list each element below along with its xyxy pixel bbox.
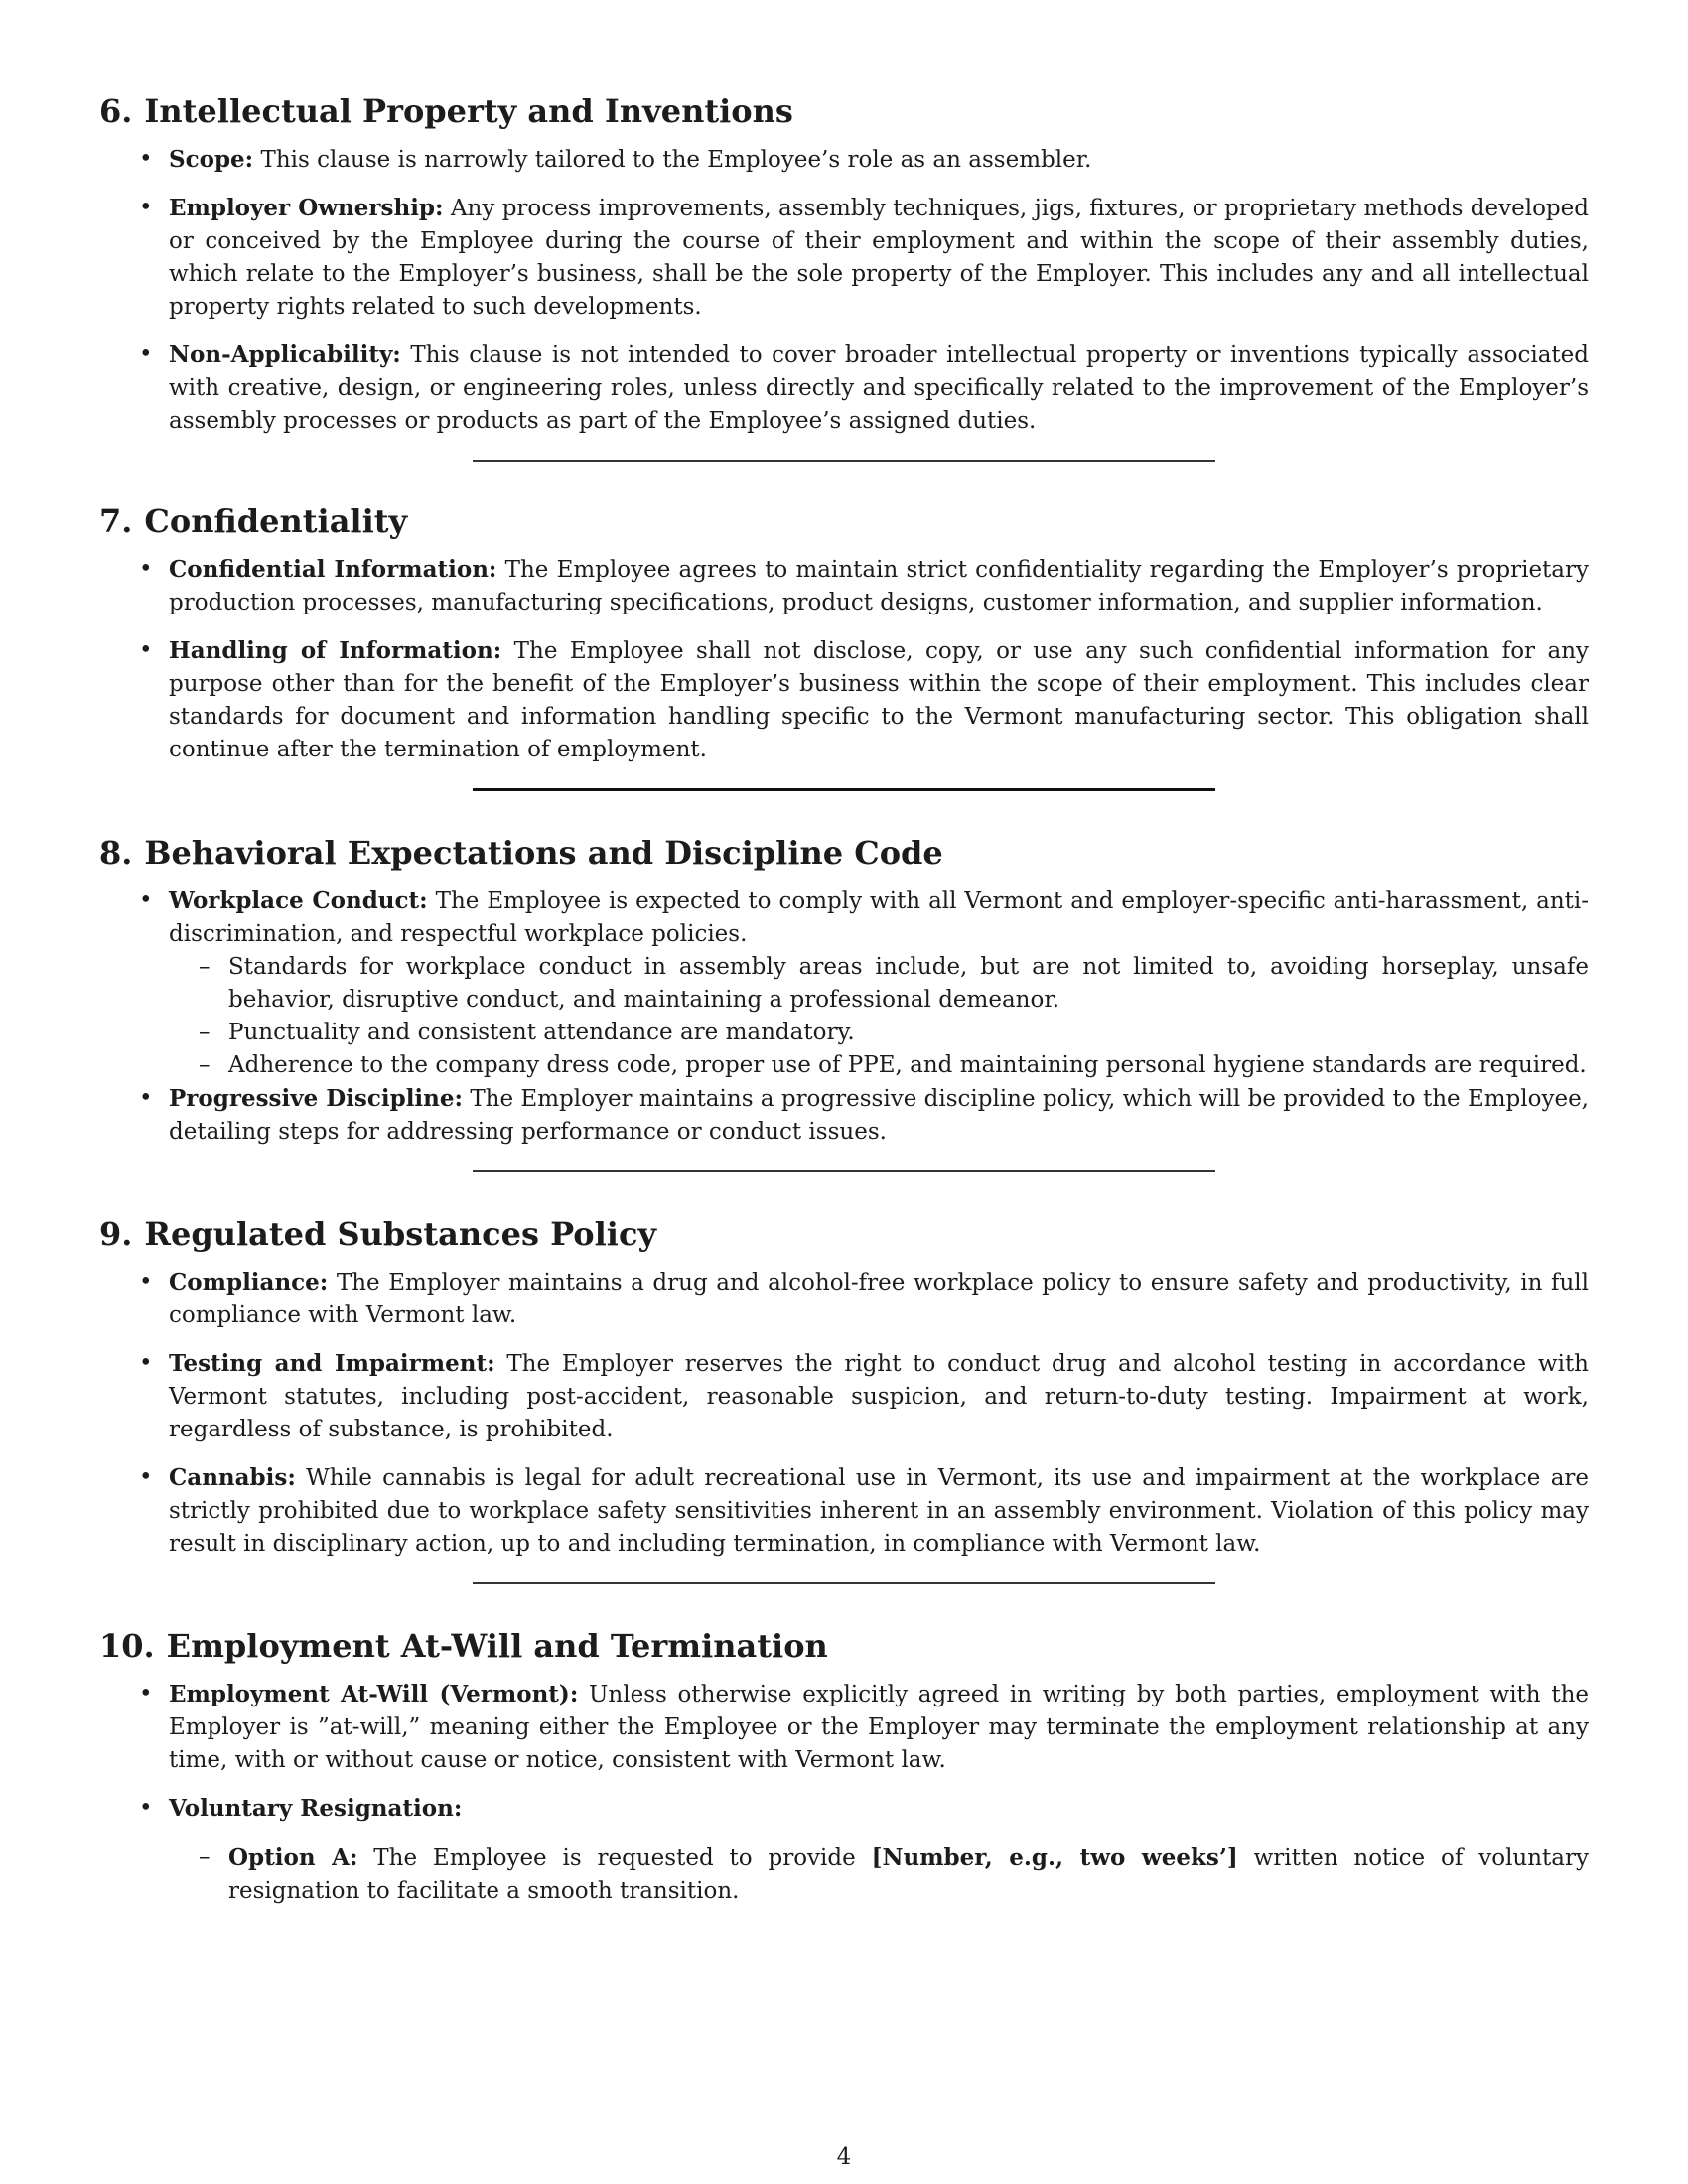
section-heading xyxy=(99,1626,1589,1666)
section-divider xyxy=(473,1170,1215,1172)
dash-icon: – xyxy=(199,1052,211,1078)
item-text: The Employee is expected to comply with all Vermont and employer-specific anti-harassment, anti-discrimination, and respectful workplace policies. xyxy=(169,888,1590,947)
section-divider xyxy=(473,460,1215,462)
sub-list-item xyxy=(169,1049,1589,1082)
item-text: The Employer maintains a drug and alcohol-free workplace policy to ensure safety and productivity, in full compliance with Vermont law. xyxy=(169,1270,1590,1328)
bullet-list xyxy=(99,143,1589,438)
item-text: Unless otherwise explicitly agreed in writing by both parties, employment with the Employer is ”at-will,” meaning either the Employee or the Employer may terminate the employment relationship at any time, with or without cause or notice, consistent with Vermont law. xyxy=(169,1682,1590,1773)
bullet-icon: • xyxy=(139,1464,153,1490)
list-item xyxy=(99,1461,1589,1561)
bullet-icon: • xyxy=(139,556,153,582)
option-term: Option A: xyxy=(228,1844,358,1871)
section-number: 10. xyxy=(99,1627,155,1665)
bullet-list xyxy=(99,1678,1589,1908)
section-heading xyxy=(99,833,1589,873)
bullet-icon: • xyxy=(139,1085,153,1111)
list-item xyxy=(99,1082,1589,1149)
item-term: Handling of Information: xyxy=(169,637,502,664)
item-text: The Employee shall not disclose, copy, or use any such confidential information for any purpose other than for the benefit of the Employer’s business within the scope of their employment. This includes clear standards for document and information handling specific to the Vermont manufacturing sector. This obligation shall continue after the termination of employment. xyxy=(169,638,1589,762)
list-item xyxy=(99,553,1589,619)
dash-icon: – xyxy=(199,1844,211,1870)
sub-item-text: Standards for workplace conduct in assembly areas include, but are not limited to, avoiding horseplay, unsafe behavior, disruptive conduct, and maintaining a professional demeanor. xyxy=(228,954,1589,1013)
list-item xyxy=(99,1792,1589,1908)
bullet-list xyxy=(99,885,1589,1149)
section-title: Intellectual Property and Inventions xyxy=(144,92,793,130)
item-term: Testing and Impairment: xyxy=(169,1350,495,1377)
bullet-icon: • xyxy=(139,146,153,172)
item-term: Scope: xyxy=(169,146,254,173)
section-divider xyxy=(473,788,1215,791)
bullet-icon: • xyxy=(139,341,153,367)
section-heading xyxy=(99,91,1589,131)
page-number: 4 xyxy=(836,2144,852,2170)
list-item xyxy=(99,143,1589,177)
list-item xyxy=(99,1678,1589,1777)
section-7 xyxy=(99,501,1589,766)
sub-list-item xyxy=(169,1017,1589,1049)
list-item xyxy=(99,192,1589,324)
item-term: Employment At-Will (Vermont): xyxy=(169,1681,579,1707)
bullet-list xyxy=(99,1266,1589,1561)
bullet-icon: • xyxy=(139,887,153,913)
section-number: 7. xyxy=(99,502,133,540)
list-item xyxy=(99,634,1589,766)
sub-item-text: Adherence to the company dress code, proper use of PPE, and maintaining personal hygiene standards are required. xyxy=(228,1052,1587,1078)
item-term: Employer Ownership: xyxy=(169,195,444,221)
item-text: While cannabis is legal for adult recreational use in Vermont, its use and impairment at the workplace are strictly prohibited due to workplace safety sensitivities inherent in an assembly environment. Violation of this policy may result in disciplinary action, up to and including termination, in compliance with Vermont law. xyxy=(169,1465,1590,1557)
section-number: 9. xyxy=(99,1215,133,1253)
bullet-icon: • xyxy=(139,1795,153,1821)
section-divider xyxy=(473,1582,1215,1584)
section-title: Behavioral Expectations and Discipline Code xyxy=(144,834,943,872)
section-9 xyxy=(99,1214,1589,1561)
list-item xyxy=(99,1266,1589,1332)
section-6 xyxy=(99,91,1589,438)
dash-icon: – xyxy=(199,1020,211,1045)
sub-list xyxy=(169,1842,1589,1908)
item-term: Cannabis: xyxy=(169,1464,296,1491)
list-item xyxy=(99,339,1589,438)
sub-item-text: Punctuality and consistent attendance are mandatory. xyxy=(228,1020,855,1045)
item-term: Progressive Discipline: xyxy=(169,1085,464,1112)
item-text: Any process improvements, assembly techniques, jigs, fixtures, or proprietary methods developed or conceived by the Employee during the course of their employment and within the scope of their assembly duties, which relate to the Employer’s business, shall be the sole property of the Employer. This includes any and all intellectual property rights related to such developments. xyxy=(169,196,1589,320)
item-term: Compliance: xyxy=(169,1269,329,1296)
bullet-icon: • xyxy=(139,637,153,663)
section-title: Confidentiality xyxy=(144,502,408,540)
item-text: The Employee agrees to maintain strict confidentiality regarding the Employer’s proprietary production processes, manufacturing specifications, product designs, customer information, and supplier information. xyxy=(169,557,1590,615)
sub-list-item xyxy=(169,951,1589,1017)
bullet-icon: • xyxy=(139,1350,153,1376)
option-text-after: written notice of voluntary resignation to facilitate a smooth transition. xyxy=(228,1845,1589,1904)
section-number: 6. xyxy=(99,92,133,130)
item-term: Confidential Information: xyxy=(169,556,497,583)
item-term: Non-Applicability: xyxy=(169,341,401,368)
bullet-icon: • xyxy=(139,1269,153,1295)
option-placeholder: [Number, e.g., two weeks’] xyxy=(871,1844,1238,1871)
sub-list xyxy=(169,951,1589,1082)
item-text: This clause is not intended to cover broader intellectual property or inventions typically associated with creative, design, or engineering roles, unless directly and specifically related to the improvement of the Employer’s assembly processes or products as part of the Employee’s assigned duties. xyxy=(169,342,1590,434)
item-text: The Employer maintains a progressive discipline policy, which will be provided to the Employee, detailing steps for addressing performance or conduct issues. xyxy=(169,1086,1589,1145)
list-item xyxy=(99,1347,1589,1446)
section-heading xyxy=(99,1214,1589,1254)
section-heading xyxy=(99,501,1589,541)
item-term: Workplace Conduct: xyxy=(169,887,428,914)
bullet-icon: • xyxy=(139,195,153,220)
document-body xyxy=(99,91,1589,1923)
dash-icon: – xyxy=(199,954,211,980)
item-text: This clause is narrowly tailored to the Employee’s role as an assembler. xyxy=(260,147,1092,173)
list-item xyxy=(99,885,1589,1082)
section-number: 8. xyxy=(99,834,133,872)
option-text-before: The Employee is requested to provide xyxy=(373,1845,856,1871)
section-10 xyxy=(99,1626,1589,1908)
section-title: Employment At-Will and Termination xyxy=(166,1627,828,1665)
sub-list-item xyxy=(169,1842,1589,1908)
item-term: Voluntary Resignation: xyxy=(169,1795,463,1822)
item-text: The Employer reserves the right to conduct drug and alcohol testing in accordance with Vermont statutes, including post-accident, reasonable suspicion, and return-to-duty testing. Impairment at work, regardless of substance, is prohibited. xyxy=(169,1351,1589,1442)
section-title: Regulated Substances Policy xyxy=(144,1215,657,1253)
section-8 xyxy=(99,833,1589,1149)
bullet-list xyxy=(99,553,1589,766)
bullet-icon: • xyxy=(139,1681,153,1706)
